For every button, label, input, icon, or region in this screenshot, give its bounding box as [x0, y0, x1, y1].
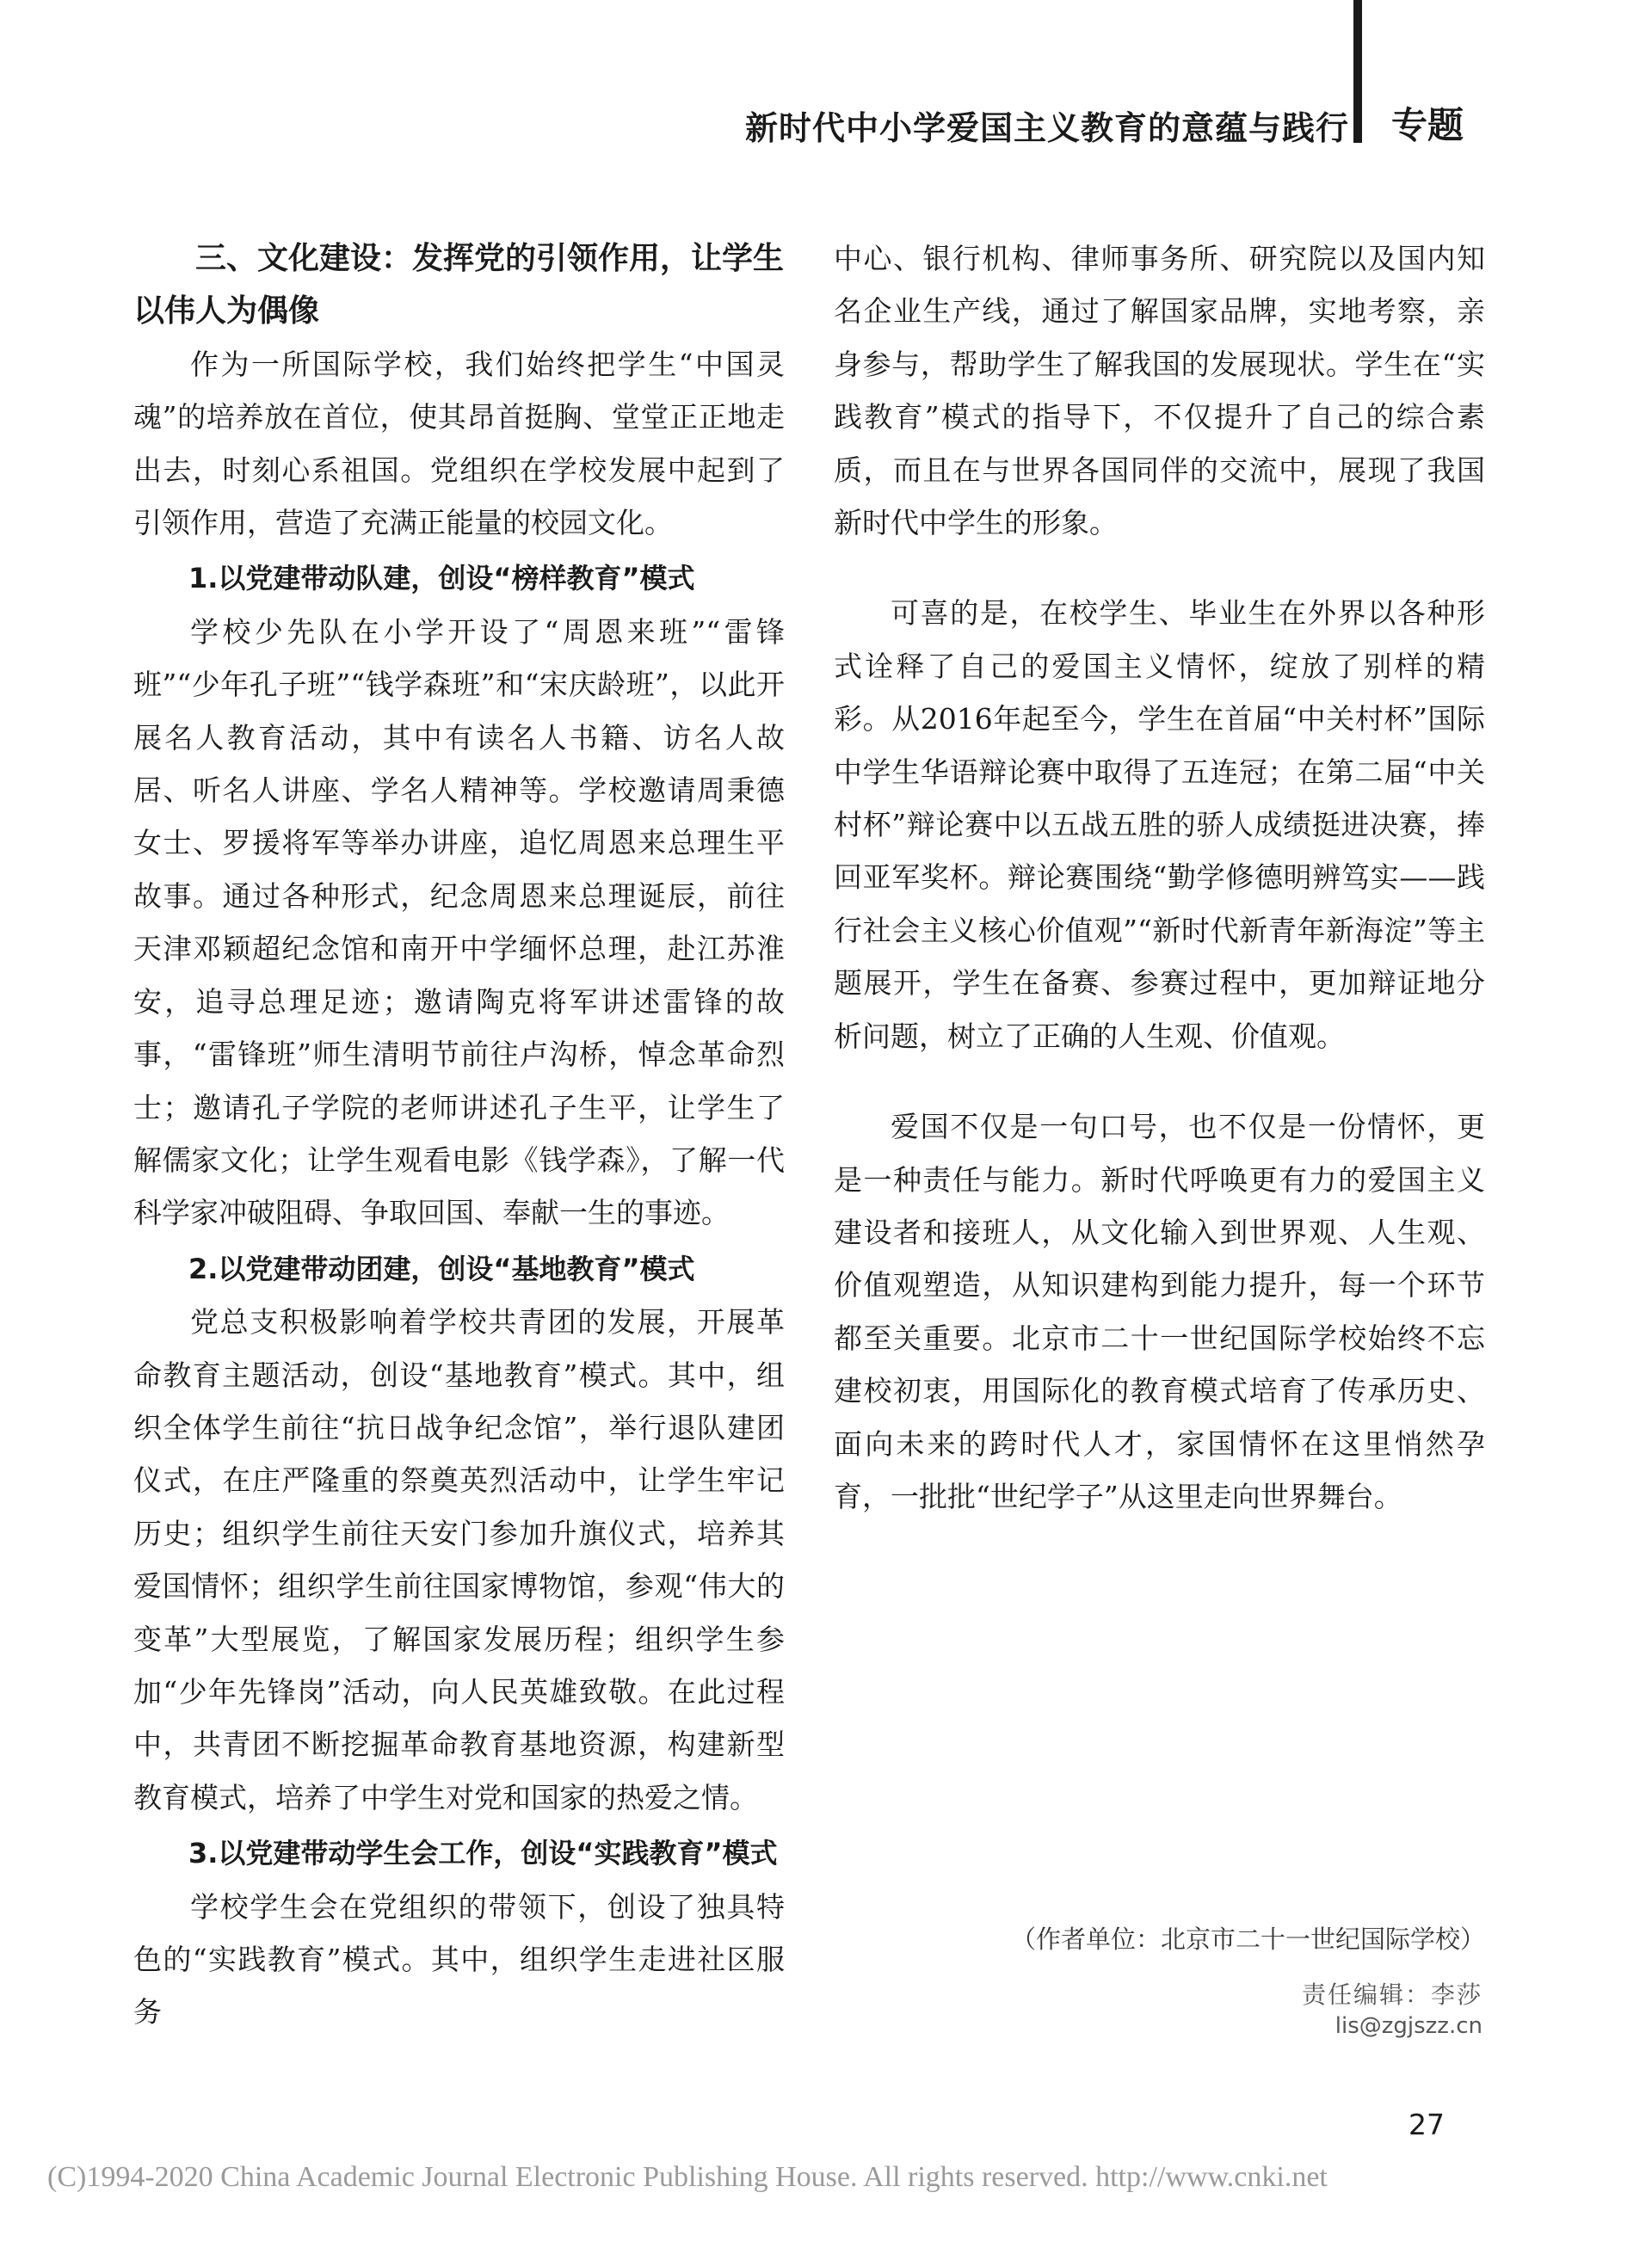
paragraph-3-start: 学校学生会在党组织的带领下，创设了独具特色的“实践教育”模式。其中，组织学生走进社区服务	[133, 1889, 785, 2030]
header-rule	[1353, 0, 1362, 143]
page-number: 27	[1409, 2108, 1445, 2141]
paragraph-2: 党总支积极影响着学校共青团的发展，开展革命教育主题活动，创设“基地教育”模式。其中，组织全体学生前往“抗日战争纪念馆”，举行退队建团仪式，在庄严隆重的祭奠英烈活动中，让学生牢记历史；组织学生前往天安门参加升旗仪式，培养其爱国情怀；组织学生前往国家博物馆，参观“伟大的变革”大型展览，了解国家发展历程；组织学生参加“少年先锋岗”活动，向人民英雄致敬。在此过程中，共青团不断挖掘革命教育基地资源，构建新型教育模式，培养了中学生对党和国家的热爱之情。	[133, 1305, 785, 1814]
subheading-2: 2.以党建带动团建，创设“基地教育”模式	[188, 1252, 695, 1285]
section-heading: 三、文化建设：发挥党的引领作用，让学生以伟人为偶像	[133, 241, 785, 330]
running-title: 新时代中小学爱国主义教育的意蕴与践行	[744, 108, 1349, 147]
author-affiliation: （作者单位：北京市二十一世纪国际学校）	[1010, 1925, 1485, 1954]
intro-paragraph: 作为一所国际学校，我们始终把学生“中国灵魂”的培养放在首位，使其昂首挺胸、堂堂正正地走出去，时刻心系祖国。党组织在学校发展中起到了引领作用，营造了充满正能量的校园文化。	[133, 347, 785, 540]
paragraph-3-continued: 中心、银行机构、律师事务所、研究院以及国内知名企业生产线，通过了解国家品牌，实地考察，亲身参与，帮助学生了解我国的发展现状。学生在“实践教育”模式的指导下，不仅提升了自己的综合素质，而且在与世界各国同伴的交流中，展现了我国新时代中学生的形象。	[834, 242, 1485, 540]
article-column-left	[133, 232, 785, 2039]
paragraph-1: 学校少先队在小学开设了“周恩来班”“雷锋班”“少年孔子班”“钱学森班”和“宋庆龄班”，以此开展名人教育活动，其中有读名人书籍、访名人故居、听名人讲座、学名人精神等。学校邀请周秉德女士、罗援将军等举办讲座，追忆周恩来总理生平故事。通过各种形式，纪念周恩来总理诞辰，前往天津邓颖超纪念馆和南开中学缅怀总理，赴江苏淮安，追寻总理足迹；邀请陶克将军讲述雷锋的故事，“雷锋班”师生清明节前往卢沟桥，悼念革命烈士；邀请孔子学院的老师讲述孔子生平，让学生了解儒家文化；让学生观看电影《钱学森》，了解一代科学家冲破阻碍、争取回国、奉献一生的事迹。	[133, 614, 785, 1230]
section-tag: 专题	[1391, 104, 1464, 146]
paragraph-achievements: 可喜的是，在校学生、毕业生在外界以各种形式诠释了自己的爱国主义情怀，绽放了别样的精彩。从2016年起至今，学生在首届“中关村杯”国际中学生华语辩论赛中取得了五连冠；在第二届“中关村杯”辩论赛中以五战五胜的骄人成绩挺进决赛，捧回亚军奖杯。辩论赛围绕“勤学修德明辨笃实——践行社会主义核心价值观”“新时代新青年新海淀”等主题展开，学生在备赛、参赛过程中，更加辩证地分析问题，树立了正确的人生观、价值观。	[834, 596, 1485, 1053]
subheading-1: 1.以党建带动队建，创设“榜样教育”模式	[188, 562, 695, 595]
copyright-watermark: (C)1994-2020 China Academic Journal Electronic Publishing House. All rights reserved. http://www.cnki.net	[47, 2161, 1328, 2193]
responsible-editor: 责任编辑：李莎	[1301, 1980, 1482, 2009]
paragraph-conclusion: 爱国不仅是一句口号，也不仅是一份情怀，更是一种责任与能力。新时代呼唤更有力的爱国主义建设者和接班人，从文化输入到世界观、人生观、价值观塑造，从知识建构到能力提升，每一个环节都至关重要。北京市二十一世纪国际学校始终不忘建校初衷，用国际化的教育模式培育了传承历史、面向未来的跨时代人才，家国情怀在这里悄然孕育，一批批“世纪学子”从这里走向世界舞台。	[834, 1110, 1485, 1513]
article-column-right	[834, 232, 1485, 1523]
editor-email: lis@zgjszz.cn	[1335, 2013, 1482, 2039]
subheading-3: 3.以党建带动学生会工作，创设“实践教育”模式	[188, 1837, 778, 1870]
